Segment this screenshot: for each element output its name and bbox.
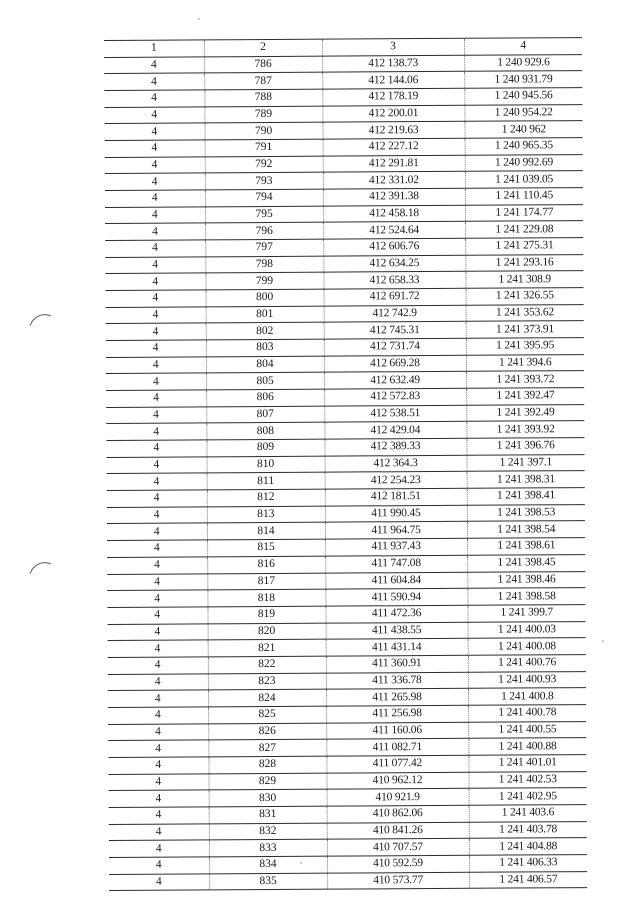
point-number-cell: 801	[206, 306, 324, 323]
hole-punch-mark-lower	[30, 558, 52, 580]
y-coordinate-cell: 1 241 039.05	[465, 171, 583, 188]
zone-cell: 4	[106, 323, 206, 340]
point-number-cell: 833	[209, 839, 327, 856]
zone-cell: 4	[105, 273, 205, 290]
point-number-cell: 795	[205, 206, 323, 223]
point-number-cell: 819	[207, 606, 325, 623]
y-coordinate-cell: 1 241 392.49	[466, 404, 584, 421]
x-coordinate-cell: 411 937.43	[325, 538, 467, 556]
zone-cell: 4	[105, 190, 205, 207]
y-coordinate-cell: 1 241 400.8	[468, 688, 586, 705]
point-number-cell: 815	[207, 539, 325, 556]
zone-cell: 4	[108, 707, 208, 724]
y-coordinate-cell: 1 241 110.45	[465, 188, 583, 205]
point-number-cell: 814	[207, 523, 325, 540]
y-coordinate-cell: 1 241 398.41	[467, 488, 585, 505]
point-number-cell: 823	[208, 673, 326, 690]
x-coordinate-cell: 410 862.06	[327, 805, 469, 823]
x-coordinate-cell: 412 144.06	[322, 72, 464, 90]
x-coordinate-cell: 410 962.12	[326, 772, 468, 790]
zone-cell: 4	[109, 857, 209, 874]
y-coordinate-cell: 1 241 400.55	[468, 721, 586, 738]
point-number-cell: 803	[206, 339, 324, 356]
point-number-cell: 794	[205, 189, 323, 206]
x-coordinate-cell: 411 082.71	[326, 739, 468, 757]
zone-cell: 4	[108, 723, 208, 740]
point-number-cell: 811	[207, 473, 325, 490]
point-number-cell: 834	[209, 856, 327, 873]
y-coordinate-cell: 1 241 400.76	[468, 654, 586, 671]
x-coordinate-cell: 412 742.9	[324, 305, 466, 323]
y-coordinate-cell: 1 241 402.95	[469, 788, 587, 805]
y-coordinate-cell: 1 241 398.31	[467, 471, 585, 488]
x-coordinate-cell: 412 138.73	[322, 55, 464, 73]
x-coordinate-cell: 411 077.42	[326, 755, 468, 773]
y-coordinate-cell: 1 241 400.88	[468, 738, 586, 755]
y-coordinate-cell: 1 241 400.93	[468, 671, 586, 688]
column-header-4: 4	[464, 38, 582, 55]
zone-cell: 4	[106, 340, 206, 357]
y-coordinate-cell: 1 240 965.35	[465, 138, 583, 155]
x-coordinate-cell: 410 707.57	[327, 839, 469, 857]
point-number-cell: 826	[208, 723, 326, 740]
zone-cell: 4	[106, 423, 206, 440]
point-number-cell: 799	[205, 273, 323, 290]
zone-cell: 4	[104, 57, 204, 74]
column-header-1: 1	[104, 40, 204, 57]
zone-cell: 4	[107, 540, 207, 557]
y-coordinate-cell: 1 241 393.92	[466, 421, 584, 438]
zone-cell: 4	[105, 157, 205, 174]
y-coordinate-cell: 1 241 404.88	[469, 838, 587, 855]
x-coordinate-cell: 412 254.23	[325, 472, 467, 490]
y-coordinate-cell: 1 241 398.53	[467, 504, 585, 521]
y-coordinate-cell: 1 241 400.08	[468, 638, 586, 655]
y-coordinate-cell: 1 241 398.54	[467, 521, 585, 538]
point-number-cell: 806	[206, 389, 324, 406]
x-coordinate-cell: 412 178.19	[322, 88, 464, 106]
zone-cell: 4	[105, 207, 205, 224]
x-coordinate-cell: 412 429.04	[324, 422, 466, 440]
zone-cell: 4	[108, 657, 208, 674]
y-coordinate-cell: 1 241 396.76	[466, 438, 584, 455]
zone-cell: 4	[106, 307, 206, 324]
point-number-cell: 788	[204, 89, 322, 106]
y-coordinate-cell: 1 241 398.58	[467, 588, 585, 605]
x-coordinate-cell: 411 990.45	[325, 505, 467, 523]
zone-cell: 4	[109, 807, 209, 824]
y-coordinate-cell: 1 241 275.31	[465, 238, 583, 255]
x-coordinate-cell: 412 538.51	[324, 405, 466, 423]
y-coordinate-cell: 1 241 174.77	[465, 204, 583, 221]
x-coordinate-cell: 411 590.94	[325, 588, 467, 606]
x-coordinate-cell: 411 964.75	[325, 522, 467, 540]
point-number-cell: 820	[208, 623, 326, 640]
y-coordinate-cell: 1 240 992.69	[465, 154, 583, 171]
zone-cell: 4	[105, 240, 205, 257]
column-header-3: 3	[322, 38, 464, 56]
point-number-cell: 829	[208, 773, 326, 790]
y-coordinate-cell: 1 241 353.62	[466, 304, 584, 321]
y-coordinate-cell: 1 241 403.78	[469, 821, 587, 838]
zone-cell: 4	[108, 690, 208, 707]
zone-cell: 4	[108, 740, 208, 757]
y-coordinate-cell: 1 241 402.53	[468, 771, 586, 788]
zone-cell: 4	[105, 123, 205, 140]
point-number-cell: 830	[209, 789, 327, 806]
y-coordinate-cell: 1 240 929.6	[464, 54, 582, 71]
point-number-cell: 800	[206, 289, 324, 306]
point-number-cell: 809	[206, 439, 324, 456]
zone-cell: 4	[107, 457, 207, 474]
point-number-cell: 813	[207, 506, 325, 523]
point-number-cell: 817	[207, 573, 325, 590]
x-coordinate-cell: 412 572.83	[324, 388, 466, 406]
zone-cell: 4	[105, 223, 205, 240]
x-coordinate-cell: 412 745.31	[324, 322, 466, 340]
zone-cell: 4	[104, 73, 204, 90]
y-coordinate-cell: 1 241 393.72	[466, 371, 584, 388]
x-coordinate-cell: 412 691.72	[324, 288, 466, 306]
zone-cell: 4	[106, 407, 206, 424]
column-header-2: 2	[204, 39, 322, 56]
point-number-cell: 808	[206, 423, 324, 440]
x-coordinate-cell: 412 731.74	[324, 338, 466, 356]
x-coordinate-cell: 410 921.9	[327, 789, 469, 807]
point-number-cell: 798	[205, 256, 323, 273]
y-coordinate-cell: 1 241 373.91	[466, 321, 584, 338]
x-coordinate-cell: 411 256.98	[326, 705, 468, 723]
zone-cell: 4	[106, 290, 206, 307]
x-coordinate-cell: 412 634.25	[323, 255, 465, 273]
y-coordinate-cell: 1 240 962	[465, 121, 583, 138]
x-coordinate-cell: 412 669.28	[324, 355, 466, 373]
point-number-cell: 797	[205, 239, 323, 256]
point-number-cell: 792	[205, 156, 323, 173]
x-coordinate-cell: 412 389.33	[324, 438, 466, 456]
table-body	[104, 54, 587, 890]
zone-cell: 4	[108, 673, 208, 690]
table-row	[109, 871, 587, 891]
point-number-cell: 821	[208, 639, 326, 656]
y-coordinate-cell: 1 241 406.57	[469, 871, 587, 888]
y-coordinate-cell: 1 241 395.95	[466, 338, 584, 355]
y-coordinate-cell: 1 240 931.79	[464, 71, 582, 88]
point-number-cell: 828	[208, 756, 326, 773]
point-number-cell: 793	[205, 173, 323, 190]
x-coordinate-cell: 411 431.14	[326, 638, 468, 656]
y-coordinate-cell: 1 241 398.45	[467, 554, 585, 571]
point-number-cell: 818	[207, 589, 325, 606]
point-number-cell: 802	[206, 323, 324, 340]
point-number-cell: 807	[206, 406, 324, 423]
x-coordinate-cell: 410 841.26	[327, 822, 469, 840]
zone-cell: 4	[107, 557, 207, 574]
y-coordinate-cell: 1 241 398.46	[467, 571, 585, 588]
x-coordinate-cell: 412 181.51	[325, 488, 467, 506]
point-number-cell: 812	[207, 489, 325, 506]
zone-cell: 4	[104, 107, 204, 124]
point-number-cell: 790	[205, 123, 323, 140]
point-number-cell: 827	[208, 739, 326, 756]
zone-cell: 4	[104, 90, 204, 107]
x-coordinate-cell: 412 331.02	[323, 172, 465, 190]
point-number-cell: 786	[204, 56, 322, 73]
x-coordinate-cell: 412 291.81	[323, 155, 465, 173]
point-number-cell: 816	[207, 556, 325, 573]
point-number-cell: 791	[205, 139, 323, 156]
x-coordinate-cell: 412 200.01	[322, 105, 464, 123]
x-coordinate-cell: 412 632.49	[324, 372, 466, 390]
zone-cell: 4	[107, 490, 207, 507]
point-number-cell: 787	[204, 73, 322, 90]
x-coordinate-cell: 411 438.55	[326, 622, 468, 640]
scan-speck	[198, 18, 200, 20]
scan-speck	[602, 640, 604, 642]
point-number-cell: 824	[208, 689, 326, 706]
zone-cell: 4	[109, 840, 209, 857]
point-number-cell: 832	[209, 823, 327, 840]
zone-cell: 4	[108, 640, 208, 657]
zone-cell: 4	[106, 373, 206, 390]
zone-cell: 4	[108, 757, 208, 774]
x-coordinate-cell: 411 265.98	[326, 688, 468, 706]
coordinates-table	[104, 37, 587, 891]
y-coordinate-cell: 1 240 945.56	[464, 88, 582, 105]
point-number-cell: 796	[205, 223, 323, 240]
zone-cell: 4	[109, 823, 209, 840]
x-coordinate-cell: 411 472.36	[325, 605, 467, 623]
zone-cell: 4	[107, 590, 207, 607]
point-number-cell: 810	[207, 456, 325, 473]
zone-cell: 4	[107, 507, 207, 524]
zone-cell: 4	[109, 790, 209, 807]
zone-cell: 4	[107, 573, 207, 590]
x-coordinate-cell: 412 524.64	[323, 222, 465, 240]
point-number-cell: 822	[208, 656, 326, 673]
x-coordinate-cell: 411 336.78	[326, 672, 468, 690]
y-coordinate-cell: 1 241 326.55	[466, 288, 584, 305]
x-coordinate-cell: 412 227.12	[323, 138, 465, 156]
y-coordinate-cell: 1 241 403.6	[469, 804, 587, 821]
zone-cell: 4	[105, 257, 205, 274]
x-coordinate-cell: 412 658.33	[323, 272, 465, 290]
zone-cell: 4	[108, 773, 208, 790]
y-coordinate-cell: 1 241 394.6	[466, 354, 584, 371]
x-coordinate-cell: 411 747.08	[325, 555, 467, 573]
zone-cell: 4	[105, 173, 205, 190]
y-coordinate-cell: 1 241 401.01	[468, 754, 586, 771]
y-coordinate-cell: 1 241 399.7	[467, 604, 585, 621]
y-coordinate-cell: 1 241 406.33	[469, 854, 587, 871]
hole-punch-mark-upper	[30, 310, 52, 332]
zone-cell: 4	[106, 440, 206, 457]
x-coordinate-cell: 410 592.59	[327, 855, 469, 873]
point-number-cell: 831	[209, 806, 327, 823]
point-number-cell: 835	[209, 873, 327, 890]
x-coordinate-cell: 412 458.18	[323, 205, 465, 223]
y-coordinate-cell: 1 241 293.16	[465, 254, 583, 271]
y-coordinate-cell: 1 241 392.47	[466, 388, 584, 405]
zone-cell: 4	[106, 390, 206, 407]
point-number-cell: 825	[208, 706, 326, 723]
x-coordinate-cell: 412 391.38	[323, 188, 465, 206]
x-coordinate-cell: 412 219.63	[323, 122, 465, 140]
zone-cell: 4	[106, 357, 206, 374]
x-coordinate-cell: 411 360.91	[326, 655, 468, 673]
y-coordinate-cell: 1 241 398.61	[467, 538, 585, 555]
y-coordinate-cell: 1 240 954.22	[464, 104, 582, 121]
zone-cell: 4	[107, 473, 207, 490]
y-coordinate-cell: 1 241 400.03	[468, 621, 586, 638]
x-coordinate-cell: 412 364.3	[325, 455, 467, 473]
y-coordinate-cell: 1 241 400.78	[468, 704, 586, 721]
y-coordinate-cell: 1 241 229.08	[465, 221, 583, 238]
x-coordinate-cell: 410 573.77	[327, 872, 469, 890]
zone-cell: 4	[105, 140, 205, 157]
y-coordinate-cell: 1 241 308.9	[465, 271, 583, 288]
y-coordinate-cell: 1 241 397.1	[467, 454, 585, 471]
zone-cell: 4	[107, 523, 207, 540]
zone-cell: 4	[107, 607, 207, 624]
x-coordinate-cell: 411 160.06	[326, 722, 468, 740]
point-number-cell: 789	[204, 106, 322, 123]
point-number-cell: 805	[206, 373, 324, 390]
x-coordinate-cell: 411 604.84	[325, 572, 467, 590]
x-coordinate-cell: 412 606.76	[323, 238, 465, 256]
point-number-cell: 804	[206, 356, 324, 373]
zone-cell: 4	[109, 873, 209, 890]
zone-cell: 4	[108, 623, 208, 640]
